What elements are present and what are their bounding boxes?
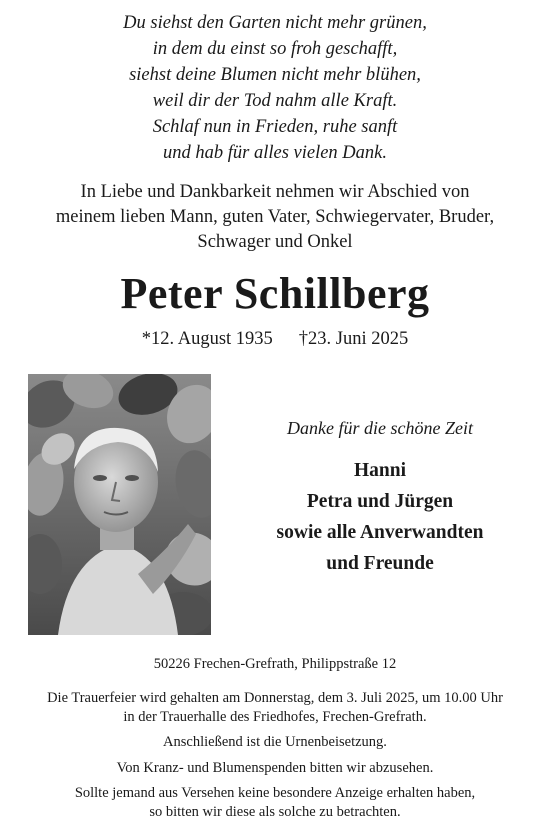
notice-line: Sollte jemand aus Versehen keine besondere Anzeige erhalten haben, <box>74 785 476 801</box>
funeral-info <box>0 689 550 828</box>
urn-paragraph <box>0 733 550 752</box>
intro-line: Schwager und Onkel <box>197 232 353 252</box>
notice-line: so bitten wir diese als solche zu betrachten. <box>149 803 401 820</box>
ceremony-line: in der Trauerhalle des Friedhofes, Frechen-Grefrath. <box>123 708 427 725</box>
family-address: 50226 Frechen-Grefrath, Philippstraße 12 <box>153 656 397 672</box>
notice-paragraph <box>0 784 550 821</box>
poem-line: Du siehst den Garten nicht mehr grünen, <box>123 13 427 33</box>
flowers-line: Von Kranz- und Blumenspenden bitten wir abzusehen. <box>116 759 434 776</box>
urn-line: Anschließend ist die Urnenbeisetzung. <box>163 734 387 750</box>
death-date: †23. Juni 2025 <box>298 329 409 349</box>
poem-line: siehst deine Blumen nicht mehr blühen, <box>129 65 421 85</box>
memorial-poem <box>0 10 550 166</box>
deceased-name: Peter Schillberg <box>120 269 430 318</box>
intro-line: meinem lieben Mann, guten Vater, Schwiegervater, Bruder, <box>55 207 495 227</box>
flowers-paragraph <box>0 759 550 778</box>
portrait-photo <box>28 374 211 635</box>
mourner-name: und Freunde <box>326 553 434 574</box>
birth-date: *12. August 1935 <box>141 329 273 349</box>
poem-line: und hab für alles vielen Dank. <box>162 143 387 163</box>
poem-line: weil dir der Tod nahm alle Kraft. <box>152 91 398 111</box>
poem-line: Schlaf nun in Frieden, ruhe sanft <box>152 117 398 137</box>
thanks-line: Danke für die schöne Zeit <box>287 418 473 438</box>
family-block <box>230 415 530 579</box>
mourner-name: Hanni <box>353 460 407 481</box>
ceremony-line: Die Trauerfeier wird gehalten am Donnerstag, dem 3. Juli 2025, um 10.00 Uhr <box>47 690 503 706</box>
farewell-intro <box>0 180 550 255</box>
mourner-name: Petra und Jürgen <box>306 491 454 512</box>
mourners-list <box>230 455 530 579</box>
ceremony-paragraph <box>0 689 550 726</box>
poem-line: in dem du einst so froh geschafft, <box>152 39 398 59</box>
mourner-name: sowie alle Anverwandten <box>276 522 484 543</box>
life-dates <box>0 327 550 351</box>
intro-line: In Liebe und Dankbarkeit nehmen wir Abschied von <box>80 182 470 202</box>
